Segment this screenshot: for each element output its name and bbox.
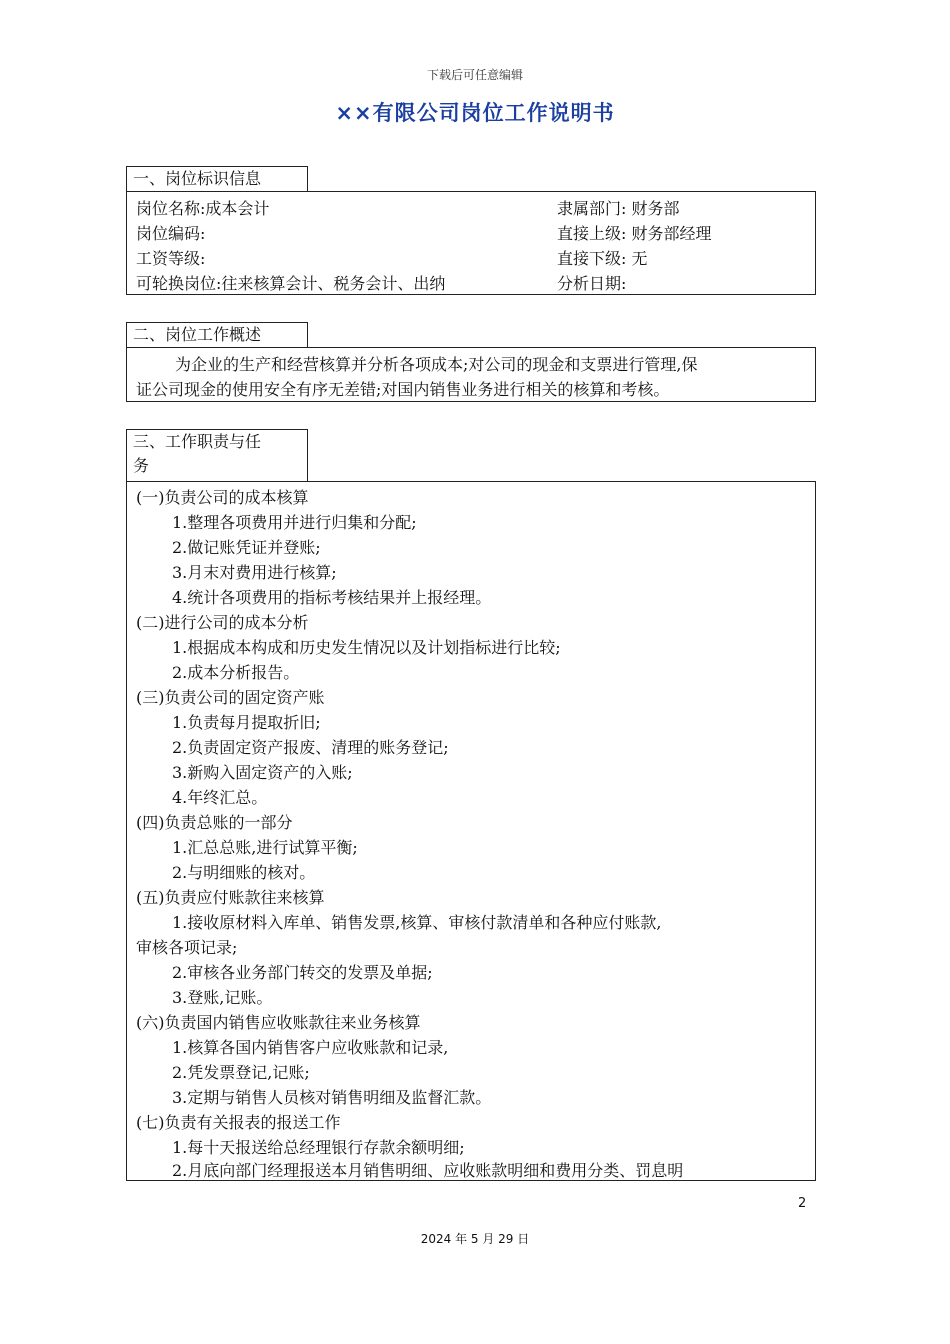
duty-item: 2.审核各业务部门转交的发票及单据; — [172, 963, 433, 982]
section3-heading-line2: 务 — [133, 456, 150, 475]
duty-item: 4.年终汇总。 — [172, 788, 268, 807]
duty-heading: (五)负责应付账款往来核算 — [136, 888, 325, 907]
duty-item-continued: 审核各项记录; — [136, 938, 238, 957]
summary-line-1: 为企业的生产和经营核算并分析各项成本;对公司的现金和支票进行管理,保 — [175, 355, 698, 374]
page-number: 2 — [798, 1196, 807, 1211]
section1-heading: 一、岗位标识信息 — [126, 166, 308, 192]
direct-superior: 直接上级: 财务部经理 — [557, 224, 712, 243]
section3-box — [126, 481, 816, 1181]
duty-heading: (七)负责有关报表的报送工作 — [136, 1113, 341, 1132]
department: 隶属部门: 财务部 — [557, 199, 680, 218]
direct-subordinate: 直接下级: 无 — [557, 249, 648, 268]
salary-grade: 工资等级: — [136, 249, 206, 268]
duty-item: 1.每十天报送给总经理银行存款余额明细; — [172, 1138, 465, 1157]
section1-box — [126, 191, 816, 295]
duty-item: 1.整理各项费用并进行归集和分配; — [172, 513, 417, 532]
job-code: 岗位编码: — [136, 224, 206, 243]
duty-item: 2.与明细账的核对。 — [172, 863, 316, 882]
section3-heading — [126, 429, 308, 481]
duty-item: 2.成本分析报告。 — [172, 663, 300, 682]
section2-box — [126, 347, 816, 402]
duty-item: 2.月底向部门经理报送本月销售明细、应收账款明细和费用分类、罚息明 — [172, 1161, 684, 1180]
duty-item: 3.新购入固定资产的入账; — [172, 763, 353, 782]
duty-item: 2.做记账凭证并登账; — [172, 538, 321, 557]
duty-item: 3.定期与销售人员核对销售明细及监督汇款。 — [172, 1088, 492, 1107]
duty-heading: (一)负责公司的成本核算 — [136, 488, 309, 507]
job-name: 岗位名称:成本会计 — [136, 199, 270, 218]
duty-heading: (三)负责公司的固定资产账 — [136, 688, 325, 707]
duty-item: 1.汇总总账,进行试算平衡; — [172, 838, 358, 857]
duty-heading: (二)进行公司的成本分析 — [136, 613, 309, 632]
section2-heading: 二、岗位工作概述 — [126, 322, 308, 348]
duty-item: 1.根据成本构成和历史发生情况以及计划指标进行比较; — [172, 638, 561, 657]
footer-date: 2024 年 5 月 29 日 — [420, 1232, 530, 1246]
duty-item: 3.登账,记账。 — [172, 988, 273, 1007]
duty-item: 1.核算各国内销售客户应收账款和记录, — [172, 1038, 449, 1057]
header-note: 下载后可任意编辑 — [426, 68, 523, 82]
duty-item: 1.负责每月提取折旧; — [172, 713, 321, 732]
duty-item: 1.接收原材料入库单、销售发票,核算、审核付款清单和各种应付账款, — [172, 913, 662, 932]
duty-heading: (四)负责总账的一部分 — [136, 813, 293, 832]
page-title: ××有限公司岗位工作说明书 — [335, 101, 615, 125]
duty-item: 3.月末对费用进行核算; — [172, 563, 337, 582]
summary-line-2: 证公司现金的使用安全有序无差错;对国内销售业务进行相关的核算和考核。 — [136, 380, 670, 399]
analysis-date: 分析日期: — [557, 274, 627, 293]
duty-item: 4.统计各项费用的指标考核结果并上报经理。 — [172, 588, 492, 607]
section3-heading-line1: 三、工作职责与任 — [133, 432, 262, 451]
rotation-positions: 可轮换岗位:往来核算会计、税务会计、出纳 — [136, 274, 446, 293]
duty-item: 2.凭发票登记,记账; — [172, 1063, 310, 1082]
duty-heading: (六)负责国内销售应收账款往来业务核算 — [136, 1013, 421, 1032]
duty-item: 2.负责固定资产报废、清理的账务登记; — [172, 738, 449, 757]
